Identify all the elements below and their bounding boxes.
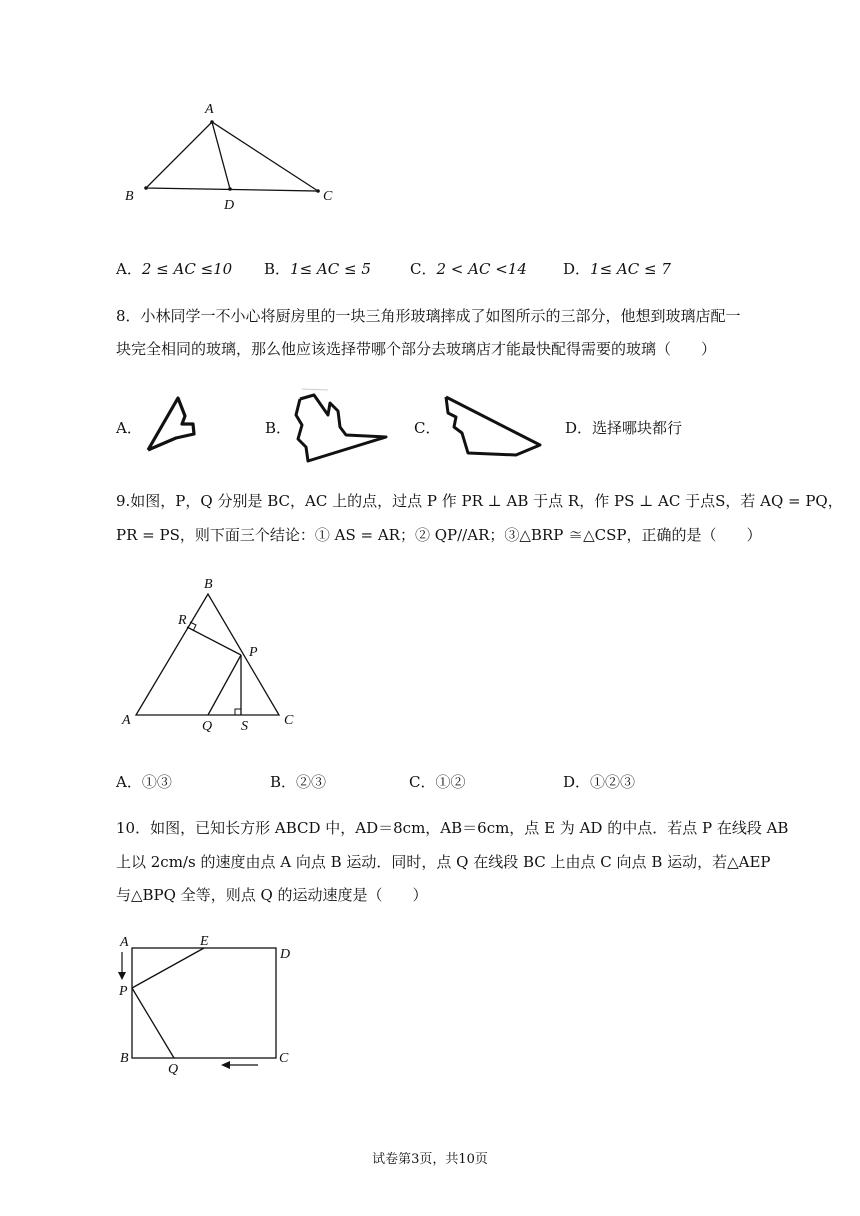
q8-option-c-letter: C． xyxy=(414,419,441,437)
q8-glass-piece-a xyxy=(138,390,202,454)
q10-label-p: P xyxy=(119,984,128,999)
q10-label-d: D xyxy=(280,947,291,962)
q7-option-a-letter: A． xyxy=(116,260,142,278)
q7-option-c-text: 2 < AC <14 xyxy=(436,260,527,278)
q9-option-d xyxy=(563,771,635,792)
q9-stem-line2: PR = PS，则下面三个结论：① AS = AR；② QP//AR；③△BRP ≅△CSP，正确的是（ ） xyxy=(116,526,762,544)
q10-stem-line1: 10．如图，已知长方形 ABCD 中，AD＝8cm，AB＝6cm，点 E 为 AD 的中点．若点 P 在线段 AB xyxy=(116,819,789,837)
q10-label-a: A xyxy=(120,935,129,950)
q7-triangle xyxy=(146,122,318,191)
q8-stem-line1: 8．小林同学一不小心将厨房里的一块三角形玻璃摔成了如图所示的三部分，他想到玻璃店配一 xyxy=(116,307,741,325)
q7-label-b: B xyxy=(125,189,134,204)
q9-option-c-text: ①② xyxy=(435,773,466,791)
q7-option-d-text: 1≤ AC ≤ 7 xyxy=(590,260,671,278)
q7-option-b-text: 1≤ AC ≤ 5 xyxy=(290,260,371,278)
q8-stem-line2: 块完全相同的玻璃，那么他应该选择带哪个部分去玻璃店才能最快配得需要的玻璃（ ） xyxy=(116,340,717,358)
q9-option-a-letter: A． xyxy=(116,773,142,791)
q7-triangle-figure xyxy=(110,95,350,220)
q9-option-d-text: ①②③ xyxy=(590,773,636,791)
q7-option-d-letter: D． xyxy=(563,260,591,278)
q9-option-b xyxy=(270,771,326,792)
q7-option-a-text: 2 ≤ AC ≤10 xyxy=(141,260,233,278)
q9-segment-pr xyxy=(187,627,241,655)
q7-label-c: C xyxy=(323,189,333,204)
q10-segment-pe xyxy=(132,948,204,988)
q7-option-c-letter: C． xyxy=(410,260,437,278)
q9-option-a-text: ①③ xyxy=(141,773,172,791)
q9-label-a: A xyxy=(122,713,131,728)
q10-rectangle-figure xyxy=(110,930,310,1080)
q9-label-s: S xyxy=(241,719,248,734)
q10-stem-line2: 上以 2cm/s 的速度由点 A 向点 B 运动．同时，点 Q 在线段 BC 上由点 C 向点 B 运动，若△AEP xyxy=(116,853,771,871)
q9-label-r: R xyxy=(178,613,187,628)
q10-label-e: E xyxy=(200,934,209,949)
q8-option-b xyxy=(265,417,291,438)
q7-option-a xyxy=(116,258,232,279)
q10-label-b: B xyxy=(120,1051,129,1066)
q9-option-a xyxy=(116,771,172,792)
q9-triangle-figure xyxy=(118,574,318,739)
q8-option-b-letter: B． xyxy=(265,419,292,437)
q10-label-q: Q xyxy=(168,1062,179,1077)
q9-label-q: Q xyxy=(202,719,213,734)
q8-option-d-text: 选择哪块都行 xyxy=(592,419,683,437)
q7-option-d xyxy=(563,258,671,279)
q9-option-d-letter: D． xyxy=(563,773,591,791)
q7-option-b-letter: B． xyxy=(264,260,291,278)
q9-option-b-letter: B． xyxy=(270,773,297,791)
q9-label-c: C xyxy=(284,713,294,728)
q9-label-b: B xyxy=(204,577,213,592)
q9-option-c-letter: C． xyxy=(409,773,436,791)
q9-option-b-text: ②③ xyxy=(296,773,327,791)
q9-segment-pq xyxy=(208,655,241,715)
q10-label-c: C xyxy=(279,1051,289,1066)
q7-label-d: D xyxy=(224,198,235,213)
q8-option-d-letter: D． xyxy=(565,419,593,437)
q8-option-a-letter: A． xyxy=(116,419,142,437)
q10-rectangle xyxy=(132,948,276,1058)
q9-label-p: P xyxy=(249,645,258,660)
q10-segment-pq xyxy=(132,988,174,1058)
q9-option-c xyxy=(409,771,466,792)
q10-stem-line3: 与△BPQ 全等，则点 Q 的运动速度是（ ） xyxy=(116,886,428,904)
q8-glass-piece-c xyxy=(436,387,551,462)
q7-option-b xyxy=(264,258,371,279)
q7-label-a: A xyxy=(205,102,214,117)
q8-option-d xyxy=(565,417,682,438)
q9-stem-line1: 9.如图，P，Q 分别是 BC，AC 上的点，过点 P 作 PR ⊥ AB 于点 R，作 PS ⊥ AC 于点S，若 AQ = PQ， xyxy=(116,492,843,510)
q8-glass-piece-b xyxy=(290,385,400,465)
page-footer: 试卷第3页，共10页 xyxy=(372,1152,488,1167)
q7-option-c xyxy=(410,258,527,279)
